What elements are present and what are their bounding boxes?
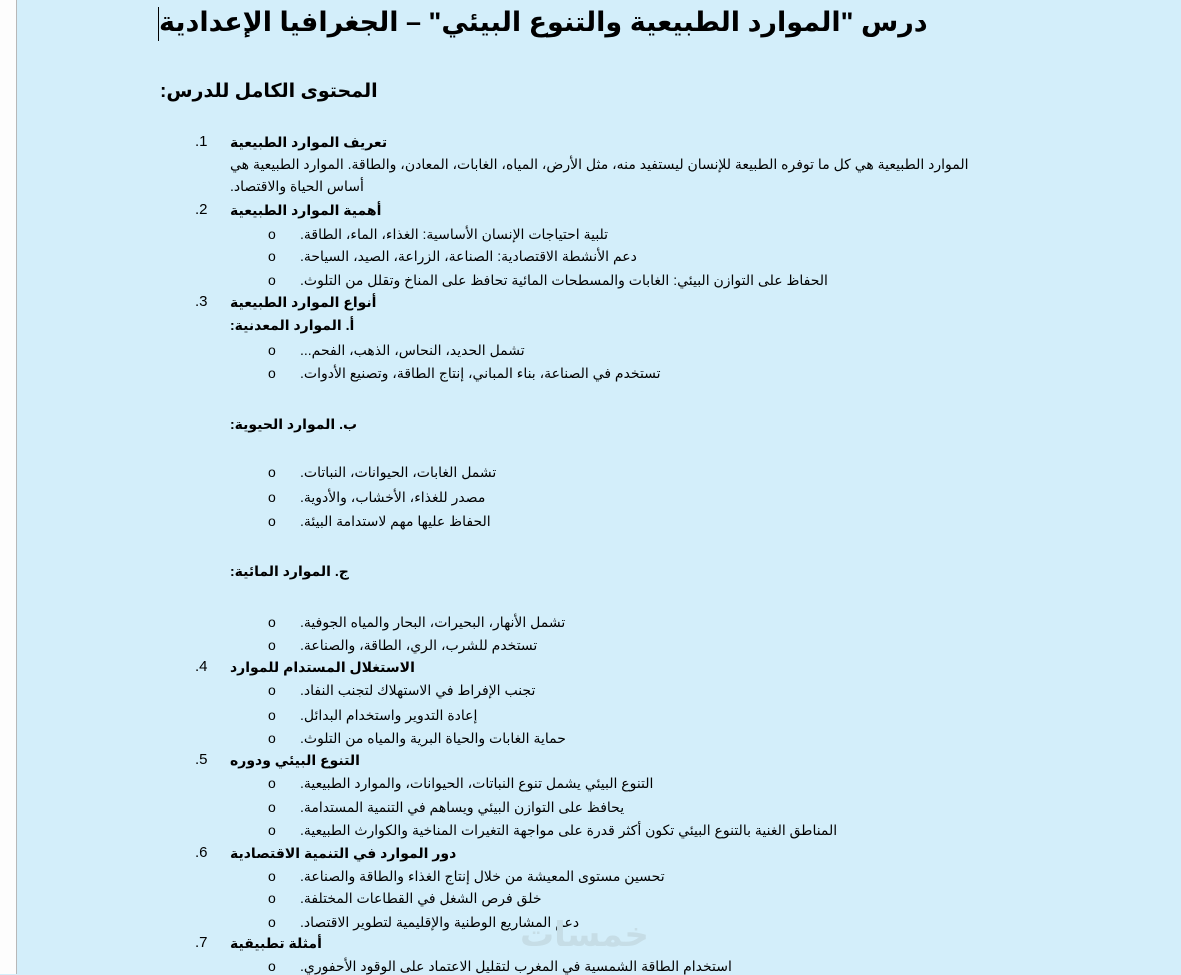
section-heading: أنواع الموارد الطبيعية <box>230 294 377 310</box>
list-item: دعم الأنشطة الاقتصادية: الصناعة، الزراعة، الصيد، السياحة. <box>300 248 637 264</box>
content-heading: المحتوى الكامل للدرس: <box>160 81 378 102</box>
list-item: تشمل الغابات، الحيوانات، النباتات. <box>300 464 497 480</box>
list-number: 2. <box>195 201 208 218</box>
list-item: تشمل الأنهار، البحيرات، البحار والمياه الجوفية. <box>300 614 566 630</box>
list-item: مصدر للغذاء، الأخشاب، والأدوية. <box>300 489 486 505</box>
bullet-icon: o <box>268 272 276 288</box>
list-item: تحسين مستوى المعيشة من خلال إنتاج الغذاء والطاقة والصناعة. <box>300 868 665 884</box>
bullet-icon: o <box>268 822 276 838</box>
list-item: تستخدم للشرب، الري، الطاقة، والصناعة. <box>300 637 538 653</box>
section-heading: دور الموارد في التنمية الاقتصادية <box>230 845 457 861</box>
section-heading: أمثلة تطبيقية <box>230 935 322 951</box>
subsection-label: ج. الموارد المائية: <box>230 563 349 579</box>
list-item: استخدام الطاقة الشمسية في المغرب لتقليل الاعتماد على الوقود الأحفوري. <box>300 958 732 974</box>
list-number: 7. <box>195 934 208 951</box>
list-item: دعم المشاريع الوطنية والإقليمية لتطوير الاقتصاد. <box>300 914 580 930</box>
bullet-icon: o <box>268 513 276 529</box>
paragraph-line: الموارد الطبيعية هي كل ما توفره الطبيعة للإنسان ليستفيد منه، مثل الأرض، المياه، الغابات، المعادن، والطاقة. الموارد الطبيعية هي <box>230 156 969 172</box>
list-item: إعادة التدوير واستخدام البدائل. <box>300 707 478 723</box>
list-item: تجنب الإفراط في الاستهلاك لتجنب النفاد. <box>300 682 536 698</box>
watermark: خمسات <box>520 916 649 954</box>
list-item: التنوع البيئي يشمل تنوع النباتات، الحيوانات، والموارد الطبيعية. <box>300 775 654 791</box>
list-number: 1. <box>195 133 208 150</box>
section-heading: الاستغلال المستدام للموارد <box>230 659 415 675</box>
bullet-icon: o <box>268 365 276 381</box>
subsection-label: ب. الموارد الحيوية: <box>230 416 358 432</box>
bullet-icon: o <box>268 890 276 906</box>
bullet-icon: o <box>268 248 276 264</box>
bullet-icon: o <box>268 682 276 698</box>
list-item: المناطق الغنية بالتنوع البيئي تكون أكثر قدرة على مواجهة التغيرات المناخية والكوارث الطبيعية. <box>300 822 838 838</box>
list-item: خلق فرص الشغل في القطاعات المختلفة. <box>300 890 542 906</box>
bullet-icon: o <box>268 489 276 505</box>
list-item: تستخدم في الصناعة، بناء المباني، إنتاج الطاقة، وتصنيع الأدوات. <box>300 365 661 381</box>
bullet-icon: o <box>268 868 276 884</box>
list-item: تشمل الحديد، النحاس، الذهب، الفحم... <box>300 342 525 358</box>
bullet-icon: o <box>268 614 276 630</box>
list-item: حماية الغابات والحياة البرية والمياه من التلوث. <box>300 730 566 746</box>
bullet-icon: o <box>268 226 276 242</box>
list-number: 4. <box>195 658 208 675</box>
page-margin-gutter <box>0 0 17 974</box>
paragraph-line: أساس الحياة والاقتصاد. <box>230 178 364 194</box>
list-number: 3. <box>195 293 208 310</box>
list-item: يحافظ على التوازن البيئي ويساهم في التنمية المستدامة. <box>300 799 625 815</box>
list-number: 6. <box>195 844 208 861</box>
bullet-icon: o <box>268 799 276 815</box>
bullet-icon: o <box>268 464 276 480</box>
bullet-icon: o <box>268 730 276 746</box>
list-item: الحفاظ عليها مهم لاستدامة البيئة. <box>300 513 491 529</box>
bullet-icon: o <box>268 342 276 358</box>
bullet-icon: o <box>268 775 276 791</box>
list-item: الحفاظ على التوازن البيئي: الغابات والمسطحات المائية تحافظ على المناخ وتقلل من التلوث. <box>300 272 828 288</box>
section-heading: أهمية الموارد الطبيعية <box>230 202 382 218</box>
subsection-label: أ. الموارد المعدنية: <box>230 317 355 333</box>
document-title[interactable]: درس "الموارد الطبيعية والتنوع البيئي" – الجغرافيا الإعدادية <box>158 4 928 41</box>
bullet-icon: o <box>268 914 276 930</box>
list-number: 5. <box>195 751 208 768</box>
bullet-icon: o <box>268 958 276 974</box>
list-item: تلبية احتياجات الإنسان الأساسية: الغذاء، الماء، الطاقة. <box>300 226 609 242</box>
section-heading: التنوع البيئي ودوره <box>230 752 360 768</box>
bullet-icon: o <box>268 707 276 723</box>
section-heading: تعريف الموارد الطبيعية <box>230 134 388 150</box>
bullet-icon: o <box>268 637 276 653</box>
